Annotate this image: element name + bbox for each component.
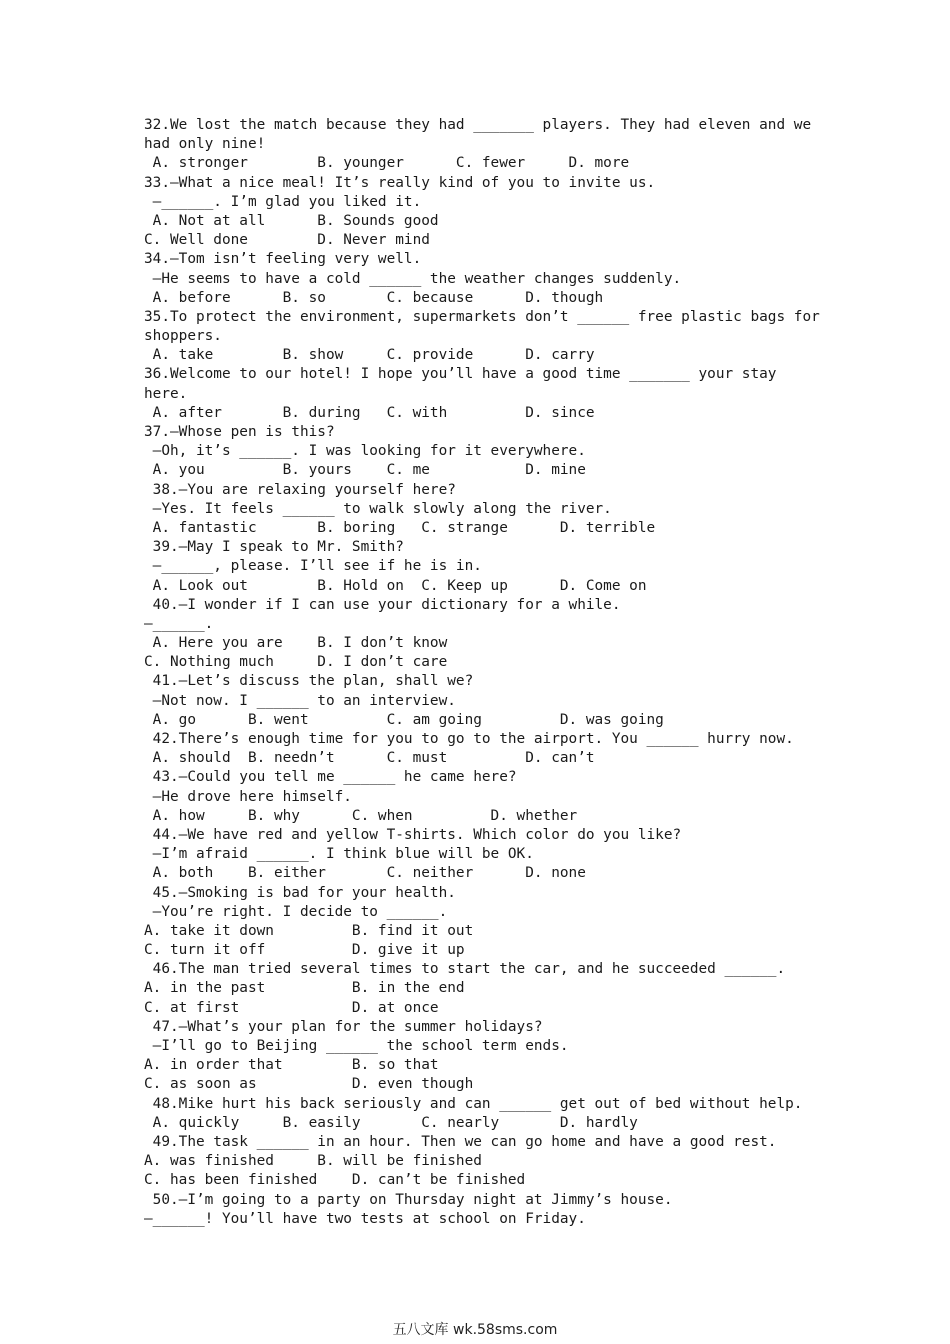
text-line: A. Here you are B. I don’t know: [144, 635, 448, 652]
text-line: A. go B. went C. am going D. was going: [144, 711, 664, 728]
text-line: 32.We lost the match because they had _______ players. They had eleven and we: [144, 117, 812, 133]
text-line: C. Well done D. Never mind: [144, 232, 430, 249]
text-line: —Not now. I ______ to an interview.: [144, 692, 456, 709]
text-line: 49.The task ______ in an hour. Then we can go home and have a good rest.: [144, 1133, 777, 1150]
text-line: A. before B. so C. because D. though: [144, 289, 604, 306]
exam-question-text: [144, 116, 820, 1229]
text-line: 48.Mike hurt his back seriously and can ______ get out of bed without help.: [144, 1095, 803, 1112]
text-line: C. has been finished D. can’t be finished: [144, 1172, 526, 1189]
text-line: —Oh, it’s ______. I was looking for it everywhere.: [144, 443, 586, 460]
text-line: A. after B. during C. with D. since: [144, 404, 595, 421]
text-line: —Yes. It feels ______ to walk slowly along the river.: [144, 500, 612, 517]
text-line: 45.—Smoking is bad for your health.: [144, 884, 456, 901]
text-line: A. both B. either C. neither D. none: [144, 865, 586, 882]
text-line: 43.—Could you tell me ______ he came here?: [144, 769, 517, 786]
text-line: —______.: [144, 615, 214, 632]
text-line: 33.—What a nice meal! It’s really kind of you to invite us.: [144, 174, 656, 191]
text-line: 42.There’s enough time for you to go to the airport. You ______ hurry now.: [144, 731, 794, 747]
text-line: 36.Welcome to our hotel! I hope you’ll have a good time _______ your stay: [144, 366, 777, 383]
text-line: 50.—I’m going to a party on Thursday night at Jimmy’s house.: [144, 1191, 673, 1208]
text-line: C. as soon as D. even though: [144, 1076, 474, 1093]
text-line: A. take it down B. find it out: [144, 922, 474, 939]
text-line: —______. I’m glad you liked it.: [144, 193, 422, 210]
text-line: C. Nothing much D. I don’t care: [144, 654, 448, 671]
text-line: 40.—I wonder if I can use your dictionary for a while.: [144, 596, 621, 613]
text-line: 41.—Let’s discuss the plan, shall we?: [144, 673, 474, 690]
text-line: 38.—You are relaxing yourself here?: [144, 481, 456, 498]
text-line: —He seems to have a cold ______ the weather changes suddenly.: [144, 270, 682, 287]
text-line: —He drove here himself.: [144, 788, 352, 805]
text-line: A. Not at all B. Sounds good: [144, 212, 439, 229]
text-line: A. was finished B. will be finished: [144, 1153, 482, 1170]
text-line: 46.The man tried several times to start the car, and he succeeded ______.: [144, 961, 786, 978]
text-line: C. at first D. at once: [144, 999, 439, 1016]
text-line: 47.—What’s your plan for the summer holidays?: [144, 1018, 543, 1035]
text-line: A. fantastic B. boring C. strange D. terrible: [144, 519, 656, 536]
text-line: A. quickly B. easily C. nearly D. hardly: [144, 1114, 638, 1131]
text-line: 39.—May I speak to Mr. Smith?: [144, 539, 404, 556]
text-line: —______, please. I’ll see if he is in.: [144, 558, 482, 575]
text-line: 34.—Tom isn’t feeling very well.: [144, 251, 422, 268]
text-line: had only nine!: [144, 136, 266, 153]
text-line: A. should B. needn’t C. must D. can’t: [144, 750, 595, 767]
text-line: A. stronger B. younger C. fewer D. more: [144, 155, 630, 172]
text-line: —______! You’ll have two tests at school on Friday.: [144, 1210, 586, 1227]
text-line: A. how B. why C. when D. whether: [144, 807, 578, 824]
text-line: A. take B. show C. provide D. carry: [144, 347, 595, 364]
text-line: A. in the past B. in the end: [144, 980, 465, 997]
text-line: 44.—We have red and yellow T-shirts. Which color do you like?: [144, 826, 682, 843]
text-line: shoppers.: [144, 328, 222, 345]
text-line: A. you B. yours C. me D. mine: [144, 462, 586, 479]
text-line: 35.To protect the environment, supermarkets don’t ______ free plastic bags for: [144, 308, 820, 325]
text-line: 37.—Whose pen is this?: [144, 424, 335, 440]
text-line: A. Look out B. Hold on C. Keep up D. Come on: [144, 577, 647, 594]
text-line: —I’m afraid ______. I think blue will be OK.: [144, 846, 534, 863]
text-line: —You’re right. I decide to ______.: [144, 903, 448, 920]
text-line: here.: [144, 385, 188, 402]
text-line: C. turn it off D. give it up: [144, 942, 465, 959]
text-line: —I’ll go to Beijing ______ the school term ends.: [144, 1038, 569, 1054]
watermark-footer: 五八文库 wk.58sms.com: [392, 1322, 558, 1338]
text-line: A. in order that B. so that: [144, 1057, 439, 1074]
